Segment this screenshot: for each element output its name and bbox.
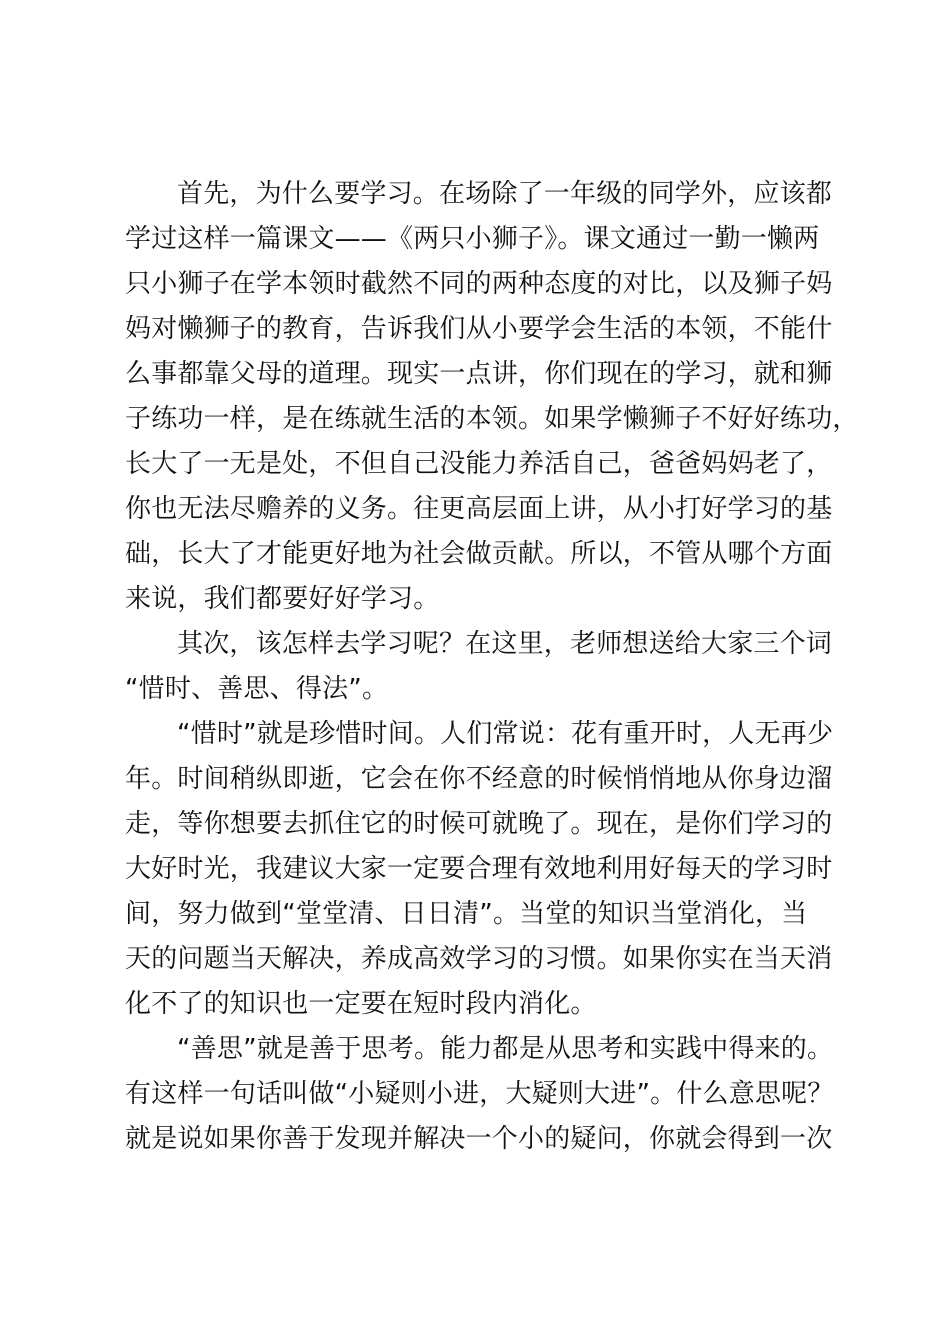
text-line: 就是说如果你善于发现并解决一个小的疑问，你就会得到一次	[125, 1124, 833, 1154]
text-line: “善思”就是善于思考。能力都是从思考和实践中得来的。	[177, 1034, 834, 1064]
text-line: 子练功一样，是在练就生活的本领。如果学懒狮子不好好练功，	[125, 404, 859, 434]
body-text	[125, 172, 865, 1162]
text-line: 首先，为什么要学习。在场除了一年级的同学外，应该都	[177, 179, 833, 209]
text-line: 你也无法尽赡养的义务。往更高层面上讲，从小打好学习的基	[125, 494, 833, 524]
text-line: 础，长大了才能更好地为社会做贡献。所以，不管从哪个方面	[125, 539, 833, 569]
text-line: 大好时光，我建议大家一定要合理有效地利用好每天的学习时	[125, 854, 833, 884]
text-line: 天的问题当天解决，养成高效学习的习惯。如果你实在当天消	[125, 944, 833, 974]
text-line: 来说，我们都要好好学习。	[125, 584, 440, 614]
text-line: 么事都靠父母的道理。现实一点讲，你们现在的学习，就和狮	[125, 359, 833, 389]
text-line: 走，等你想要去抓住它的时候可就晚了。现在，是你们学习的	[125, 809, 833, 839]
text-line: 化不了的知识也一定要在短时段内消化。	[125, 989, 597, 1019]
text-line: “惜时、善思、得法”。	[125, 674, 389, 704]
text-line: “惜时”就是珍惜时间。人们常说：花有重开时，人无再少	[177, 719, 834, 749]
text-line: 有这样一句话叫做“小疑则小进，大疑则大进”。什么意思呢？	[125, 1079, 834, 1109]
text-line: 其次，该怎样去学习呢？在这里，老师想送给大家三个词	[177, 629, 833, 659]
text-line: 年。时间稍纵即逝，它会在你不经意的时候悄悄地从你身边溜	[125, 764, 833, 794]
text-line: 间，努力做到“堂堂清、日日清”。当堂的知识当堂消化，当	[125, 899, 808, 929]
text-line: 妈对懒狮子的教育，告诉我们从小要学会生活的本领，不能什	[125, 314, 833, 344]
text-line: 只小狮子在学本领时截然不同的两种态度的对比，以及狮子妈	[125, 269, 833, 299]
text-line: 长大了一无是处，不但自己没能力养活自己，爸爸妈妈老了，	[125, 449, 833, 479]
text-line: 学过这样一篇课文——《两只小狮子》。课文通过一勤一懒两	[125, 224, 820, 254]
